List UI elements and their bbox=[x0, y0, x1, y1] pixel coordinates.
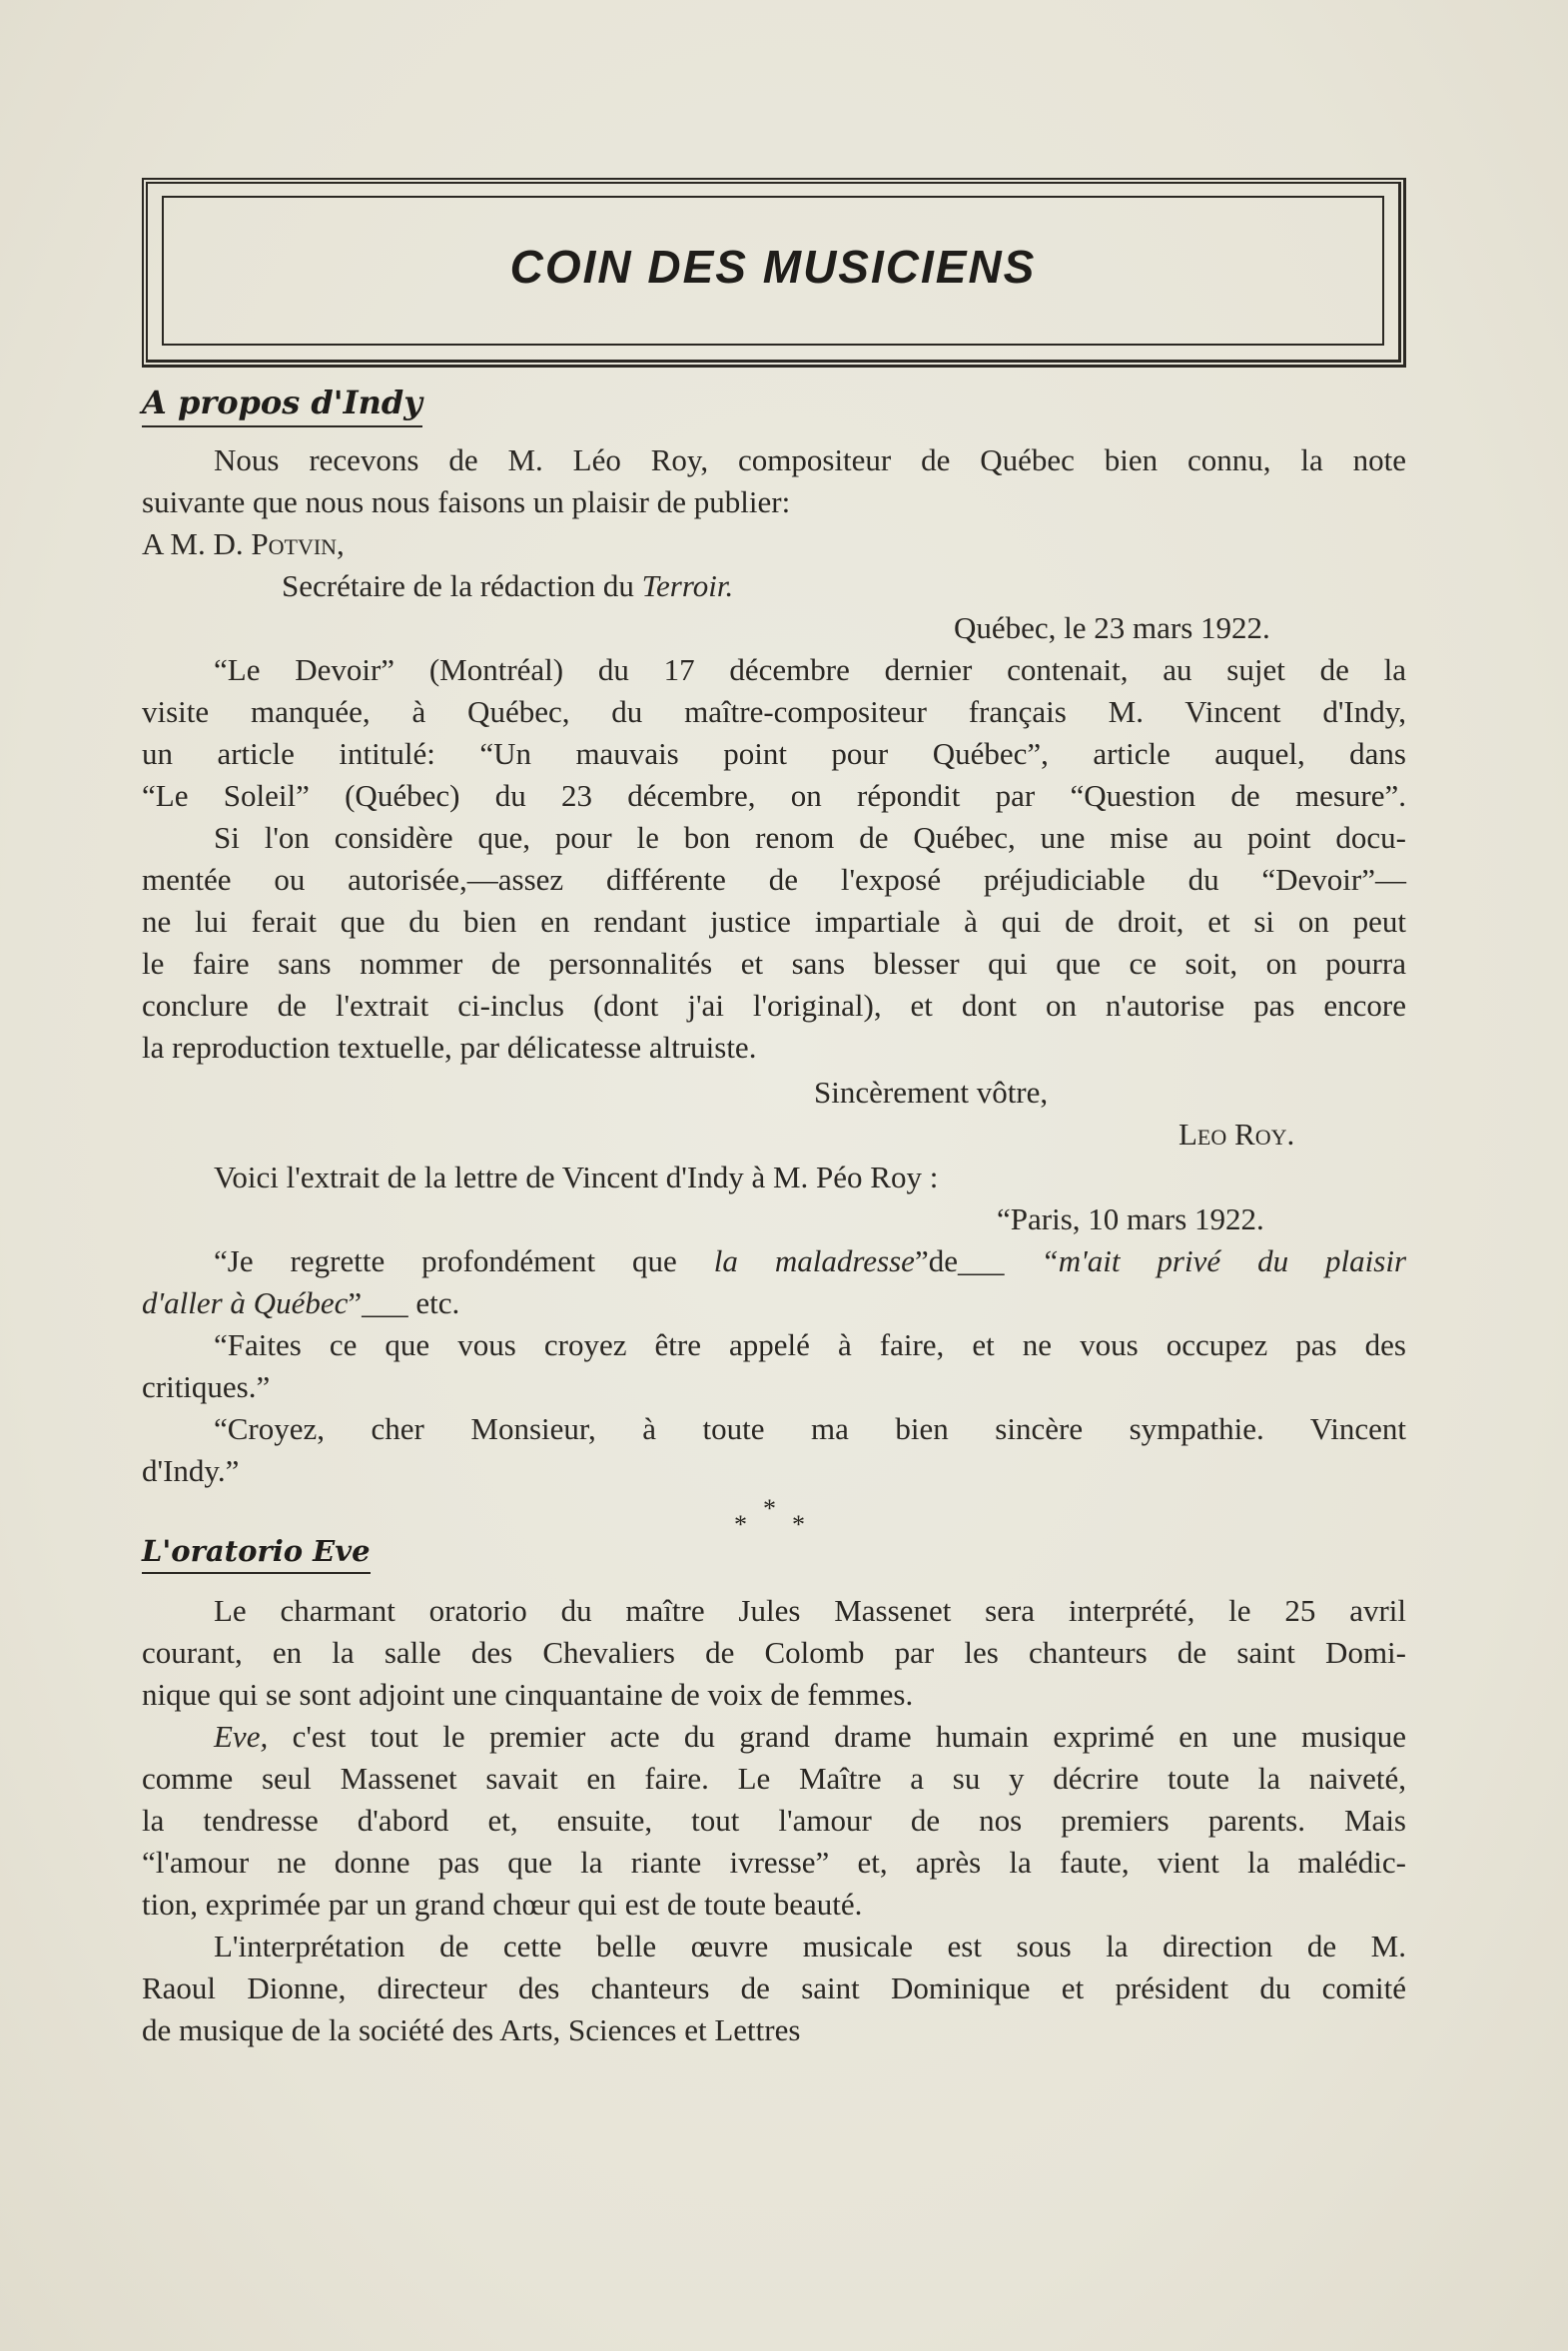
paragraph-line: courant, en la salle des Chevaliers de Colomb par les chanteurs de saint Domi- bbox=[142, 1635, 1406, 1670]
paragraph-line: “l'amour ne donne pas que la riante ivresse” et, après la faute, vient la malédic- bbox=[142, 1845, 1406, 1880]
quote-italic: d'aller à Québec bbox=[142, 1285, 349, 1320]
paragraph-line: mentée ou autorisée,—assez différente de l'exposé préjudiciable du “Devoir”— bbox=[142, 862, 1406, 897]
paragraph-line: Nous recevons de M. Léo Roy, compositeur de Québec bien connu, la note bbox=[214, 442, 1406, 477]
title-frame bbox=[142, 178, 1406, 368]
paragraph-line: un article intitulé: “Un mauvais point pour Québec”, article auquel, dans bbox=[142, 736, 1406, 771]
separator-star: * bbox=[763, 1494, 776, 1523]
letter-signature: Leo Roy. bbox=[1178, 1117, 1295, 1152]
publication-name: Terroir. bbox=[641, 568, 734, 603]
paragraph-line: “Le Devoir” (Montréal) du 17 décembre dernier contenait, au sujet de la bbox=[214, 652, 1406, 687]
letter-date: Québec, le 23 mars 1922. bbox=[954, 610, 1270, 645]
addressee-title-text: Secrétaire de la rédaction du bbox=[282, 568, 634, 603]
quote-italic: “m'ait privé du plaisir bbox=[1041, 1243, 1407, 1278]
paragraph-line: L'interprétation de cette belle œuvre musicale est sous la direction de M. bbox=[214, 1929, 1406, 1963]
paragraph-line: tion, exprimée par un grand chœur qui est de toute beauté. bbox=[142, 1887, 863, 1922]
paragraph-line: le faire sans nommer de personnalités et sans blesser qui que ce soit, on pourra bbox=[142, 946, 1406, 981]
paragraph-line: de musique de la société des Arts, Sciences et Lettres bbox=[142, 2012, 801, 2047]
section-separator bbox=[734, 1494, 814, 1544]
paragraph-line: conclure de l'extrait ci-inclus (dont j'ai l'original), et dont on n'autorise pas encore bbox=[142, 988, 1406, 1023]
quote-line bbox=[142, 1282, 1406, 1324]
oratorio-title: Eve, bbox=[214, 1719, 269, 1754]
quote-text: ”___ etc. bbox=[348, 1285, 460, 1320]
letter-addressee: A M. D. Potvin, bbox=[142, 526, 345, 561]
paragraph-line bbox=[142, 1716, 1406, 1758]
paragraph-line: la tendresse d'abord et, ensuite, tout l'amour de nos premiers parents. Mais bbox=[142, 1803, 1406, 1838]
separator-star: * bbox=[792, 1510, 805, 1539]
paragraph-line: visite manquée, à Québec, du maître-compositeur français M. Vincent d'Indy, bbox=[142, 694, 1406, 729]
letter-addressee-title bbox=[142, 565, 1406, 607]
quote-line: “Faites ce que vous croyez être appelé à faire, et ne vous occupez pas des bbox=[214, 1327, 1406, 1362]
letter-closing: Sincèrement vôtre, bbox=[814, 1075, 1049, 1110]
paragraph-line: ne lui ferait que du bien en rendant justice impartiale à qui de droit, et si on peut bbox=[142, 904, 1406, 939]
paragraph-line: Raoul Dionne, directeur des chanteurs de saint Dominique et président du comité bbox=[142, 1970, 1406, 2005]
paragraph-line: comme seul Massenet savait en faire. Le Maître a su y décrire toute la naiveté, bbox=[142, 1761, 1406, 1796]
quote-date: “Paris, 10 mars 1922. bbox=[997, 1201, 1264, 1236]
paragraph-line: la reproduction textuelle, par délicatesse altruiste. bbox=[142, 1030, 757, 1065]
quote-italic: la maladresse bbox=[713, 1243, 915, 1278]
paragraph-line: Voici l'extrait de la lettre de Vincent d'Indy à M. Péo Roy : bbox=[214, 1160, 939, 1194]
paragraph-line: Si l'on considère que, pour le bon renom de Québec, une mise au point docu- bbox=[214, 820, 1406, 855]
quote-text: “Je regrette profondément que bbox=[214, 1243, 677, 1278]
paragraph-line: Le charmant oratorio du maître Jules Massenet sera interprété, le 25 avril bbox=[214, 1593, 1406, 1628]
quote-text: ”de___ bbox=[914, 1243, 1005, 1278]
page-title: COIN DES MUSICIENS bbox=[509, 241, 1037, 293]
paragraph-line: “Le Soleil” (Québec) du 23 décembre, on répondit par “Question de mesure”. bbox=[142, 778, 1406, 813]
separator-star: * bbox=[734, 1510, 747, 1539]
quote-line: critiques.” bbox=[142, 1369, 271, 1404]
paragraph-line: suivante que nous nous faisons un plaisir de publier: bbox=[142, 484, 791, 519]
quote-line bbox=[142, 1240, 1406, 1282]
quote-line: d'Indy.” bbox=[142, 1453, 240, 1488]
paragraph-line: nique qui se sont adjoint une cinquantaine de voix de femmes. bbox=[142, 1677, 914, 1712]
paragraph-text: c'est tout le premier acte du grand drame humain exprimé en une musique bbox=[292, 1719, 1406, 1754]
section-heading-eve: L'oratorio Eve bbox=[142, 1534, 371, 1574]
quote-line: “Croyez, cher Monsieur, à toute ma bien sincère sympathie. Vincent bbox=[214, 1411, 1406, 1446]
section-heading-indy: A propos d'Indy bbox=[142, 384, 422, 427]
